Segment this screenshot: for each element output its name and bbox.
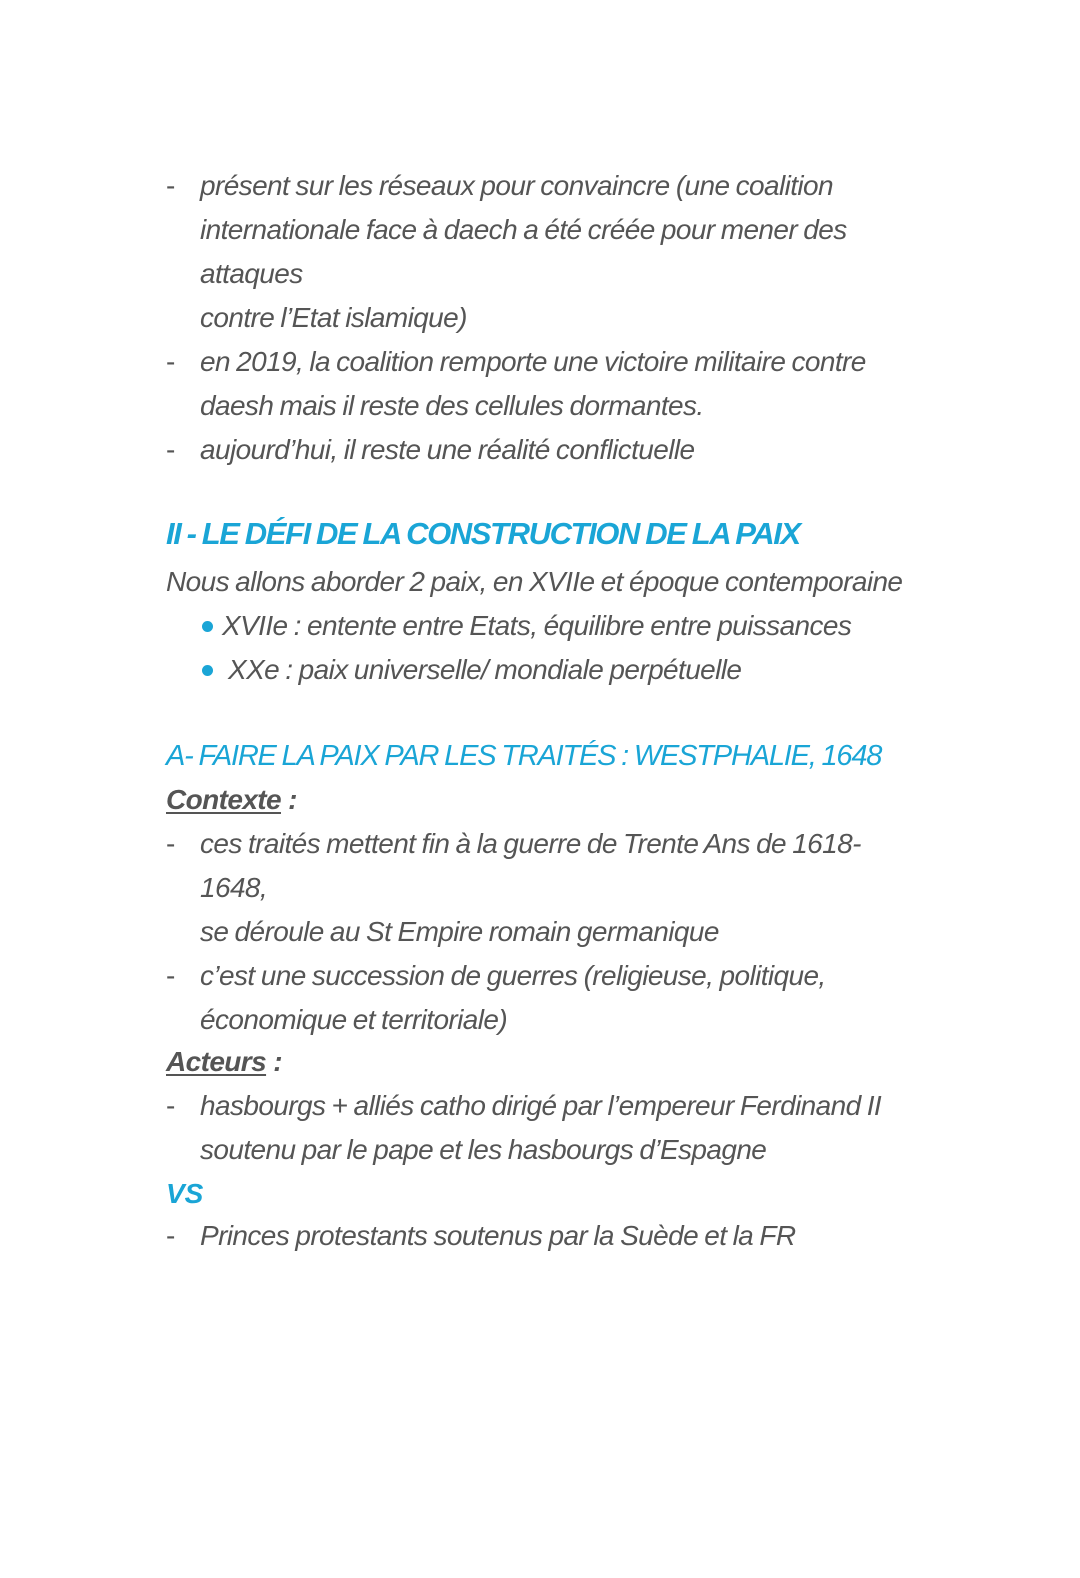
- dash-bullet: -: [166, 1220, 175, 1251]
- list-item: [166, 954, 926, 1042]
- dash-bullet: -: [166, 1090, 175, 1121]
- list-item: [166, 340, 926, 428]
- list-item: [166, 428, 926, 472]
- label-colon: :: [266, 1046, 282, 1077]
- acteurs-label: [166, 1040, 282, 1084]
- list-item-line: en 2019, la coalition remporte une victoire militaire contre: [200, 346, 866, 377]
- label-colon: :: [281, 784, 297, 815]
- dash-bullet: -: [166, 170, 175, 201]
- list-item: [200, 604, 851, 648]
- versus-label: VS: [166, 1178, 204, 1209]
- dash-bullet: -: [166, 960, 175, 991]
- list-item: [166, 164, 926, 340]
- list-item-line: daesh mais il reste des cellules dormantes.: [200, 390, 704, 421]
- list-item-line: soutenu par le pape et les hasbourgs d’Espagne: [200, 1134, 767, 1165]
- list-item: [200, 648, 851, 692]
- acteurs-list-a: [166, 1084, 926, 1172]
- list-item: [166, 1084, 926, 1172]
- list-item-line: économique et territoriale): [200, 1004, 508, 1035]
- acteurs-list-b: [166, 1214, 926, 1258]
- daech-list: [166, 164, 926, 472]
- acteurs-label-text: Acteurs: [166, 1046, 267, 1077]
- dash-bullet: -: [166, 828, 175, 859]
- list-item-line: c’est une succession de guerres (religieuse, politique,: [200, 960, 826, 991]
- list-item-line: présent sur les réseaux pour convaincre (une coalition: [200, 170, 833, 201]
- peace-types-list: [200, 604, 851, 692]
- list-item-line: internationale face à daech a été créée pour mener des attaques: [200, 214, 847, 289]
- list-item-line: hasbourgs + alliés catho dirigé par l’empereur Ferdinand II: [200, 1090, 882, 1121]
- subsection-heading: A- FAIRE LA PAIX PAR LES TRAITÉS : WESTPHALIE, 1648: [166, 740, 882, 772]
- list-item-text: XVIIe : entente entre Etats, équilibre entre puissances: [222, 610, 852, 641]
- list-item-line: Princes protestants soutenus par la Suède et la FR: [200, 1220, 796, 1251]
- list-item-line: aujourd’hui, il reste une réalité conflictuelle: [200, 434, 695, 465]
- list-item: [166, 1214, 926, 1258]
- dash-bullet: -: [166, 434, 175, 465]
- bullet-dot-icon: [202, 665, 213, 676]
- list-item-text: XXe : paix universelle/ mondiale perpétuelle: [228, 654, 742, 685]
- contexte-label: [166, 778, 297, 822]
- list-item-line: contre l’Etat islamique): [200, 302, 467, 333]
- dash-bullet: -: [166, 346, 175, 377]
- list-item-line: ces traités mettent fin à la guerre de Trente Ans de 1618-1648,: [200, 828, 861, 903]
- bullet-dot-icon: [202, 621, 213, 632]
- contexte-list: [166, 822, 926, 1042]
- section-heading: II - LE DÉFI DE LA CONSTRUCTION DE LA PAIX: [166, 516, 800, 551]
- list-item-line: se déroule au St Empire romain germanique: [200, 916, 719, 947]
- contexte-label-text: Contexte: [166, 784, 281, 815]
- list-item: [166, 822, 926, 954]
- section-intro: Nous allons aborder 2 paix, en XVIIe et époque contemporaine: [166, 566, 903, 597]
